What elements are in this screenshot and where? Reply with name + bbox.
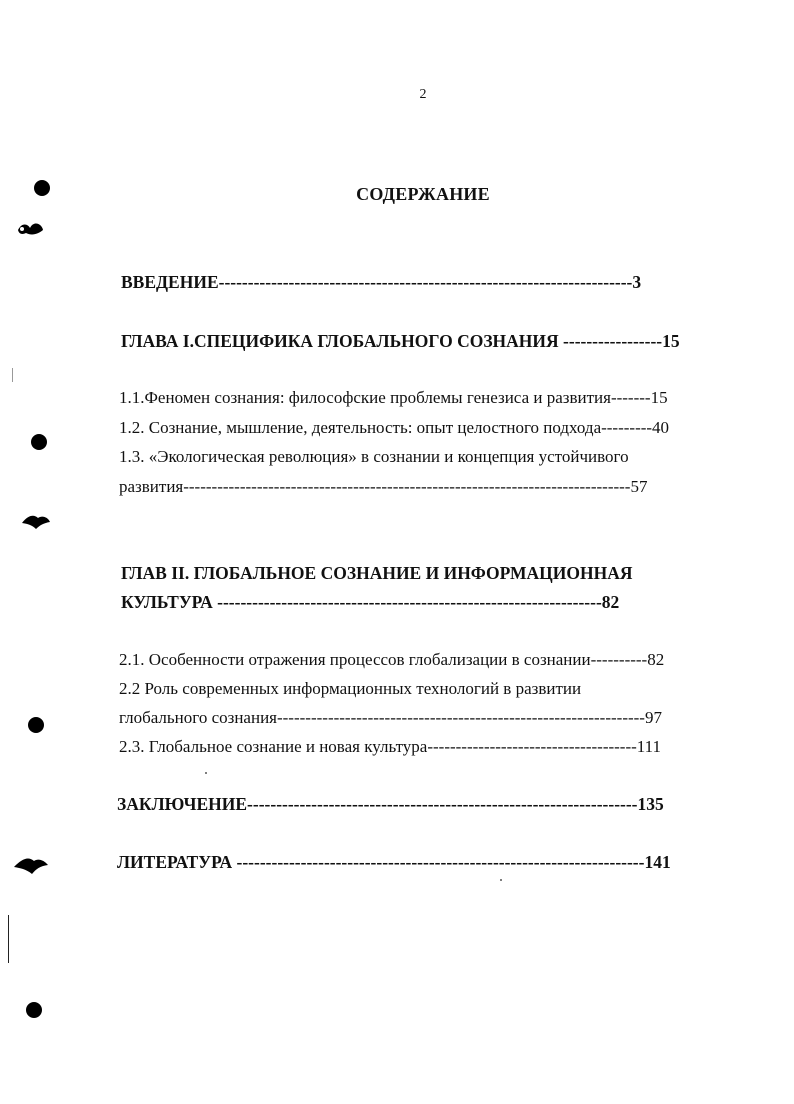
- toc-entry-2-1: 2.1. Особенности отражения процессов глобализации в сознании----------82: [119, 650, 665, 669]
- toc-entry-chapter-2: ГЛАВ II. ГЛОБАЛЬНОЕ СОЗНАНИЕ И ИНФОРМАЦИОННАЯ: [121, 563, 633, 583]
- scan-blot: [16, 218, 46, 238]
- toc-entry-chapter-1: ГЛАВА I.СПЕЦИФИКА ГЛОБАЛЬНОГО СОЗНАНИЯ -----------------15: [121, 331, 680, 351]
- binder-hole: [34, 180, 50, 196]
- toc-entry-chapter-2-cont: КУЛЬТУРА ------------------------------------------------------------------82: [121, 592, 620, 612]
- toc-entry-1-2: 1.2. Сознание, мышление, деятельность: опыт целостного подхода---------40: [119, 418, 670, 437]
- binder-hole: [31, 434, 47, 450]
- scan-blot: [20, 511, 52, 533]
- scan-speck: [205, 772, 207, 774]
- binder-hole: [28, 717, 44, 733]
- toc-entry-1-3-cont: развития-------------------------------------------------------------------------------57: [119, 477, 648, 496]
- toc-entry-introduction: ВВЕДЕНИЕ-----------------------------------------------------------------------3: [121, 272, 642, 292]
- toc-entry-1-1: 1.1.Феномен сознания: философские проблемы генезиса и развития-------15: [119, 388, 668, 407]
- scan-speck: [500, 879, 502, 881]
- page-number: 2: [419, 87, 427, 102]
- margin-line: [8, 915, 9, 963]
- toc-entry-1-3: 1.3. «Экологическая революция» в сознании и концепция устойчивого: [119, 447, 629, 466]
- toc-title: СОДЕРЖАНИЕ: [356, 184, 490, 204]
- toc-entry-conclusion: ЗАКЛЮЧЕНИЕ-------------------------------------------------------------------135: [117, 794, 664, 814]
- toc-entry-literature: ЛИТЕРАТУРА ----------------------------------------------------------------------141: [117, 852, 671, 872]
- toc-entry-2-2-cont: глобального сознания-----------------------------------------------------------------97: [119, 708, 662, 727]
- toc-entry-2-2: 2.2 Роль современных информационных технологий в развитии: [119, 679, 582, 698]
- margin-line: [12, 368, 13, 382]
- scan-blot: [12, 853, 50, 877]
- toc-entry-2-3: 2.3. Глобальное сознание и новая культура-------------------------------------111: [119, 737, 662, 756]
- binder-hole: [26, 1002, 42, 1018]
